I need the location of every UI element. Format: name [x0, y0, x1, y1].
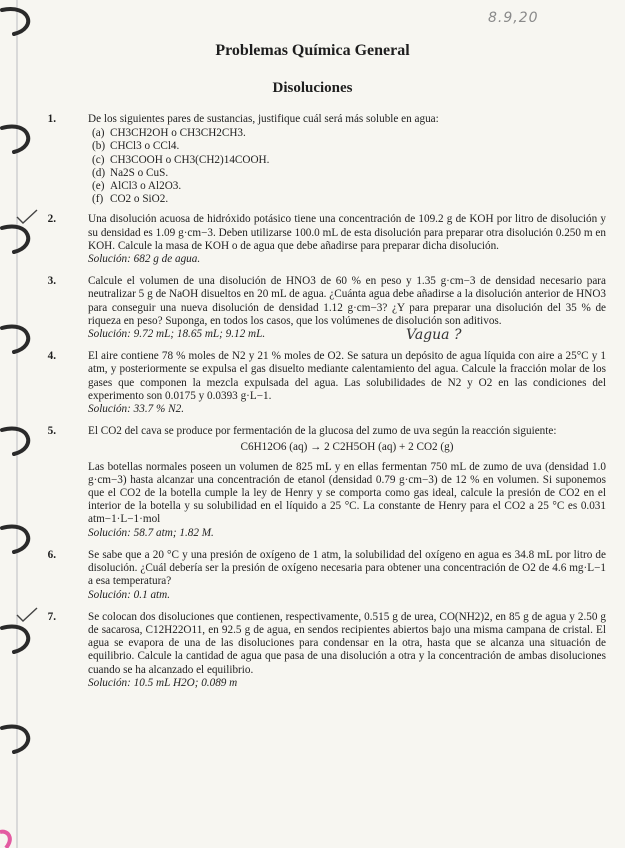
item-text: Na2S o CuS.	[110, 166, 169, 179]
list-item	[92, 167, 606, 180]
problem-number: 1.	[47, 113, 56, 125]
problem-list	[47, 113, 606, 690]
handwritten-checkmark-icon	[16, 607, 38, 623]
solution-text: Solución: 682 g de agua.	[88, 253, 201, 266]
problem-text: De los siguientes pares de sustancias, justifique cuál será más soluble en agua:	[88, 113, 439, 125]
item-text: CH3CH2OH o CH3CH2CH3.	[110, 127, 246, 140]
problem-number: 4.	[47, 350, 56, 363]
reaction-equation: C6H12O6 (aq) → 2 C2H5OH (aq) + 2 CO2 (g)	[240, 441, 454, 454]
spiral-binding	[0, 0, 34, 848]
item-text: CO2 o SiO2.	[110, 193, 169, 206]
problem-text: Una disolución acuosa de hidróxido potásico tiene una concentración de 109.2 g de KOH por litro de disolución y su densidad es 1.09 g·cm−3. Deben utilizarse 100.0 mL de esta disolución para preparar otra disolución 0.250 m en KOH. Calcule la masa de KOH o de agua que debe añadirse para preparar dicha disolución.	[88, 213, 606, 252]
item-text: AlCl3 o Al2O3.	[110, 180, 182, 193]
problem-2	[47, 213, 606, 266]
item-letter: (c)	[92, 153, 105, 166]
problem-text: El aire contiene 78 % moles de N2 y 21 % moles de O2. Se satura un depósito de agua líquida con aire a 25°C y 1 atm, y posteriormente se expulsa el gas disuelto mediante calentamiento del agua. Calcule la fracción molar de los gases que componen la mezcla expulsada del agua. Las solubilidades de N2 y O2 en las condiciones del experimento son 0.0175 y 0.0393 g·L−1.	[88, 350, 606, 402]
problem-4	[47, 350, 606, 416]
solution-text: Solución: 9.72 mL; 18.65 mL; 9.12 mL.	[88, 328, 266, 341]
item-text: CH3COOH o CH3(CH2)14COOH.	[110, 153, 270, 166]
problem-3	[47, 275, 606, 344]
problem-7	[47, 610, 606, 690]
handwritten-date-note: 8.9,20	[488, 10, 539, 26]
problem-text: Calcule el volumen de una disolución de HNO3 de 60 % en peso y 1.35 g·cm−3 de densidad necesario para neutralizar 5 g de NaOH disueltos en 20 mL de agua. ¿Cuánta agua debe añadirse a la disolución anterior de HNO3 para conseguir una nueva disolución de densidad 1.12 g·cm−3? ¿Y para preparar una disolución del 35 % de riqueza en peso? Suponga, en todos los casos, que los volúmenes de disolución son aditivos.	[88, 275, 606, 327]
problem-text-continued: Las botellas normales poseen un volumen de 825 mL y en ellas fermentan 750 mL de zumo de uva (densidad 1.0 g·cm−3) hasta alcanzar una concentración de etanol (densidad 0.79 g·cm−3) de 12 % en volumen. Si suponemos que el CO2 de la botella cumple la ley de Henry y se comporta como gas ideal, calcule la presión de CO2 en el interior de la botella y su solubilidad en el líquido a 25 °C. La constante de Henry para el CO2 a 25 °C es 0.031 atm−1·L−1·mol	[88, 460, 606, 526]
page-title: Problemas Química General	[215, 42, 410, 59]
problem-number: 5.	[47, 425, 56, 438]
substance-pairs	[92, 127, 606, 206]
item-letter: (f)	[92, 193, 104, 206]
problem-text: El CO2 del cava se produce por fermentación de la glucosa del zumo de uva según la reacción siguiente:	[88, 425, 557, 438]
problem-number: 6.	[47, 548, 56, 561]
item-letter: (a)	[92, 127, 105, 140]
problem-number: 7.	[47, 610, 56, 623]
solution-text: Solución: 33.7 % N2.	[88, 403, 185, 416]
solution-text: Solución: 58.7 atm; 1.82 M.	[88, 526, 214, 539]
list-item	[92, 180, 606, 193]
problem-text: Se sabe que a 20 °C y una presión de oxígeno de 1 atm, la solubilidad del oxígeno en agua es 34.8 mL por litro de disolución. ¿Cuál debería ser la presión de oxígeno necesaria para obtener una concentración de O2 de 4.6 mg·L−1 a esa temperatura?	[88, 548, 606, 588]
solution-text: Solución: 10.5 mL H2O; 0.089 m	[88, 676, 238, 689]
item-letter: (e)	[92, 180, 105, 193]
section-title: Disoluciones	[272, 80, 353, 96]
problem-number: 2.	[47, 213, 56, 226]
problem-number: 3.	[47, 275, 56, 288]
problem-6	[47, 548, 606, 602]
problem-1	[47, 113, 606, 206]
item-text: CHCl3 o CCl4.	[110, 140, 180, 153]
problem-text: Se colocan dos disoluciones que contienen, respectivamente, 0.515 g de urea, CO(NH2)2, en 85 g de agua y 2.50 g de sacarosa, C12H22O11, en 92.5 g de agua, en sendos recipientes abiertos bajo una misma campana de cristal. El agua se evapora de una de las disoluciones para condensar en la otra, hasta que se alcanza una situación de equilibrio. Calcule la cantidad de agua que pasa de una disolución a otra y la concentración de ambas disoluciones cuando se ha alcanzado el equilibrio.	[88, 610, 606, 676]
solution-text: Solución: 0.1 atm.	[88, 588, 171, 601]
item-letter: (d)	[92, 166, 106, 179]
handwritten-note: Vagua ?	[406, 327, 462, 344]
list-item	[92, 193, 606, 206]
item-letter: (b)	[92, 140, 106, 153]
list-item	[92, 127, 606, 140]
handwritten-checkmark-icon	[16, 209, 38, 225]
list-item	[92, 154, 606, 167]
problem-5	[47, 425, 606, 540]
list-item	[92, 140, 606, 153]
